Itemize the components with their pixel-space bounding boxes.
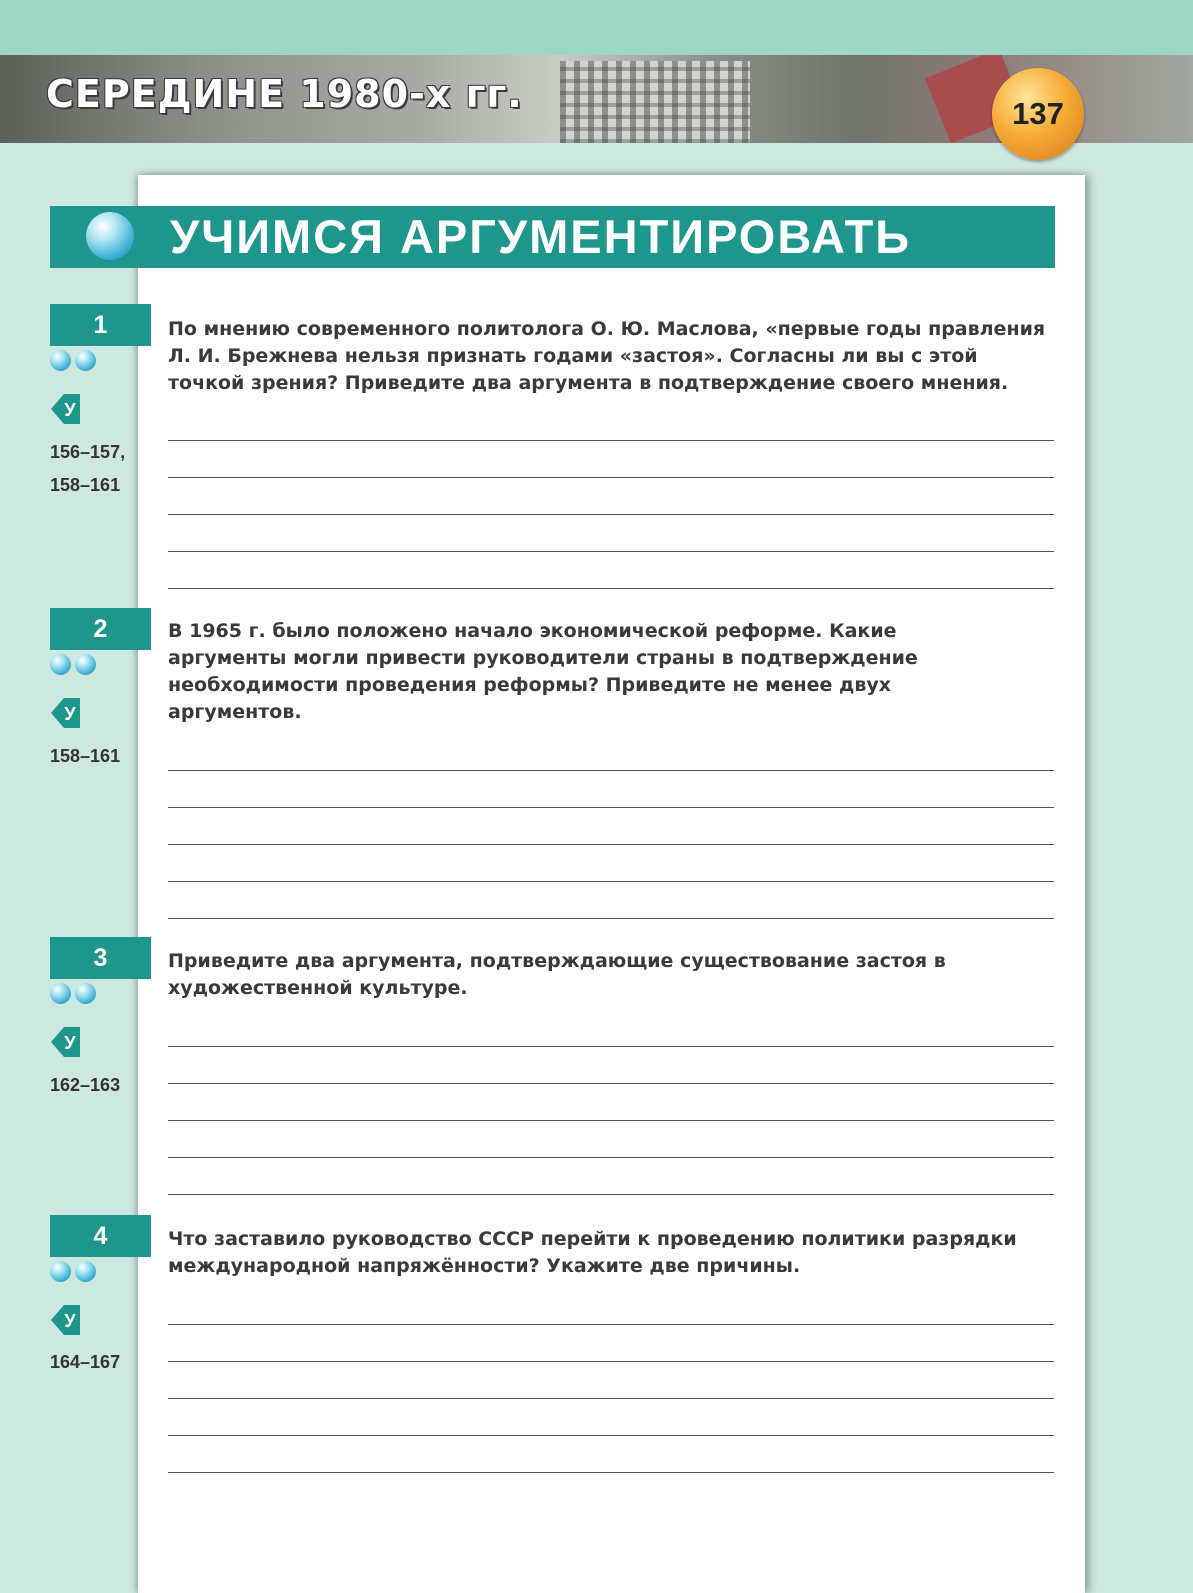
task-question-1: По мнению современного политолога О. Ю. Маслова, «первые годы правления Л. И. Брежнева нельзя признать годами «застоя». Согласны ли вы с этой точкой зрения? Приведите два аргумента в подтверждение своего мнения. — [168, 318, 1046, 394]
task-number-1: 1 — [50, 304, 151, 346]
chapter-title: СЕРЕДИНЕ 1980-х гг. — [46, 72, 523, 116]
textbook-reference-icon — [50, 1303, 84, 1337]
textbook-pages: 162–163 — [50, 1075, 121, 1095]
difficulty-icon — [50, 350, 100, 372]
task-number-2: 2 — [50, 608, 151, 650]
svg-text:У: У — [64, 1033, 76, 1053]
textbook-reference-icon — [50, 696, 84, 730]
task-question-2: В 1965 г. было положено начало экономической реформе. Какие аргументы могли привести руководители страны в подтверждение необходимости проведения реформы? Приведите не менее двух аргументов. — [168, 620, 918, 723]
page-number-badge: 137 — [992, 68, 1084, 160]
textbook-reference-icon — [50, 392, 84, 426]
task-number-3: 3 — [50, 937, 151, 979]
textbook-reference-icon — [50, 1025, 84, 1059]
textbook-pages: 156–157, 158–161 — [50, 442, 126, 495]
section-ball-icon — [86, 212, 134, 260]
section-title: УЧИМСЯ АРГУМЕНТИРОВАТЬ — [170, 210, 912, 263]
top-band — [0, 0, 1193, 55]
textbook-pages: 158–161 — [50, 746, 121, 766]
difficulty-icon — [50, 983, 100, 1005]
textbook-pages: 164–167 — [50, 1352, 121, 1372]
task-question-4: Что заставило руководство СССР перейти к проведению политики разрядки международной напряжённости? Укажите две причины. — [168, 1228, 1017, 1277]
svg-text:У: У — [64, 1311, 76, 1331]
building-photo — [560, 61, 750, 143]
svg-text:У: У — [64, 704, 76, 724]
difficulty-icon — [50, 1261, 100, 1283]
difficulty-icon — [50, 654, 100, 676]
task-question-3: Приведите два аргумента, подтверждающие существование застоя в художественной культуре. — [168, 950, 946, 999]
task-number-4: 4 — [50, 1215, 151, 1257]
svg-text:У: У — [64, 400, 76, 420]
